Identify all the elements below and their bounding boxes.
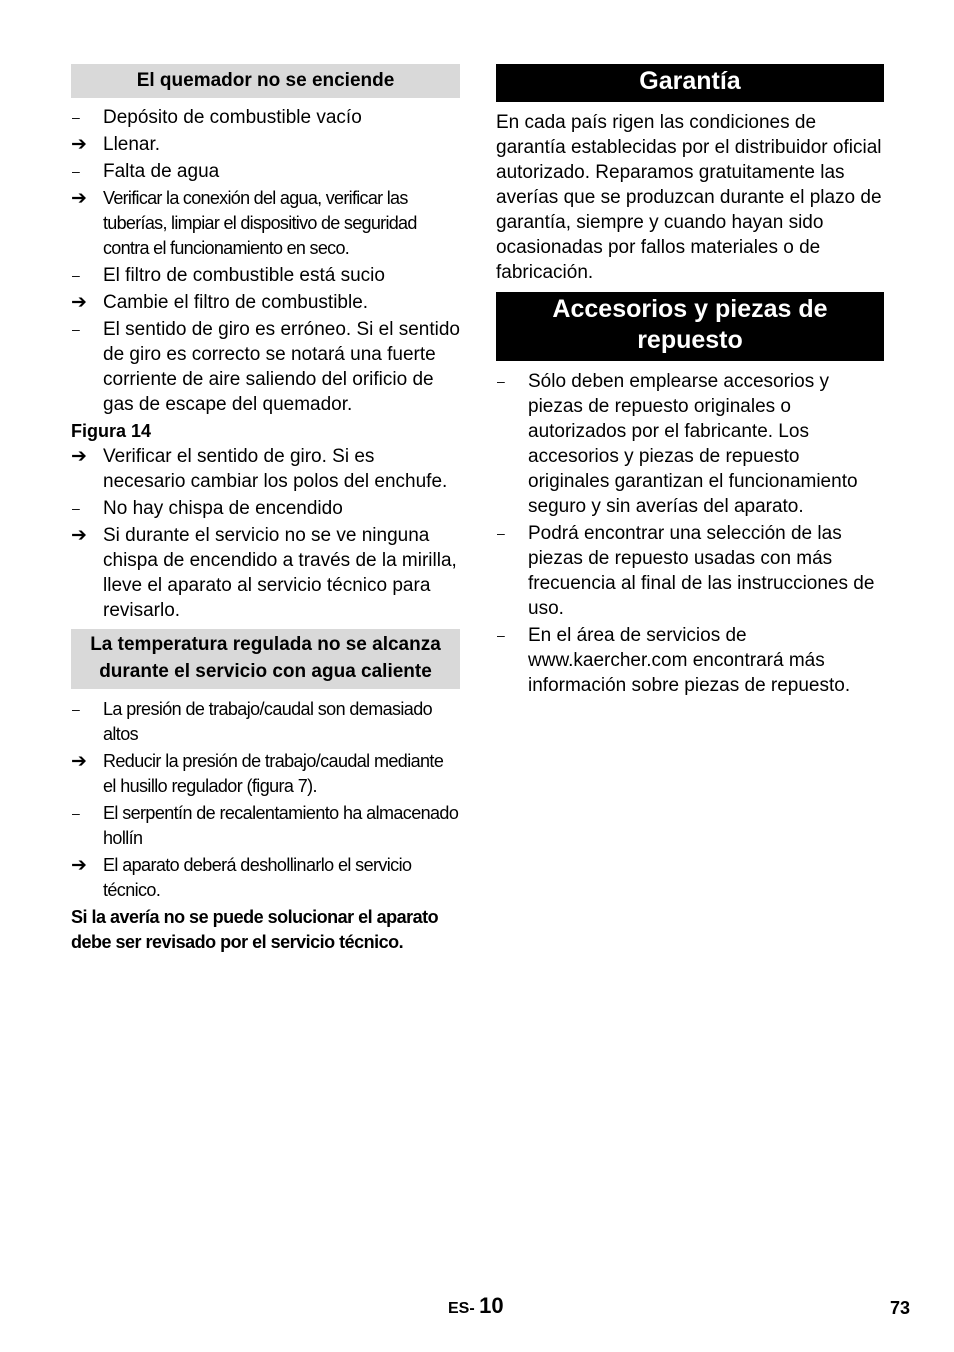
item-text: El aparato deberá deshollinarlo el servicio técnico. xyxy=(103,855,412,900)
temperature-list xyxy=(71,697,460,903)
section-page-code xyxy=(448,1293,504,1319)
list-item xyxy=(71,749,460,799)
left-column xyxy=(71,64,460,955)
figure-list xyxy=(71,444,460,623)
list-item xyxy=(71,853,460,903)
list-item xyxy=(71,496,460,521)
item-marker: – xyxy=(497,627,505,643)
item-text: Sólo deben emplearse accesorios y piezas de repuesto originales o autorizados por el fabricante. Los accesorios y piezas de repuesto originales garantizan el funcionamiento seguro y sin averías del aparato. xyxy=(528,371,858,517)
item-marker: ➔ xyxy=(71,188,87,209)
item-marker: – xyxy=(497,525,505,541)
item-marker: ➔ xyxy=(71,134,87,155)
list-item xyxy=(71,523,460,623)
item-text: El serpentín de recalentamiento ha almacenado hollín xyxy=(103,803,459,848)
item-text: Verificar el sentido de giro. Si es necesario cambiar los polos del enchufe. xyxy=(103,446,448,492)
item-text: Verificar la conexión del agua, verificar las tuberías, limpiar el dispositivo de seguridad contra el funcionamiento en seco. xyxy=(103,188,417,258)
warranty-text: En cada país rigen las condiciones de garantía establecidas por el distribuidor oficial autorizado. Reparamos gratuitamente las averías que se produzcan durante el plazo de garantía, siempre y cuando hayan sido ocasionadas por fallos materiales o de fabricación. xyxy=(496,112,882,283)
list-item xyxy=(71,105,460,130)
accessories-heading: Accesorios y piezas de repuesto xyxy=(496,292,884,361)
item-marker: – xyxy=(72,805,80,821)
temperature-heading: La temperatura regulada no se alcanza durante el servicio con agua caliente xyxy=(71,629,460,689)
item-text: Cambie el filtro de combustible. xyxy=(103,292,369,313)
item-marker: ➔ xyxy=(71,292,87,313)
list-item xyxy=(71,263,460,288)
item-text: El sentido de giro es erróneo. Si el sentido de giro es correcto se notará una fuerte corriente de aire saliendo del orificio de gas de escape del quemador. xyxy=(103,319,460,415)
list-item xyxy=(496,521,884,621)
item-text: Llenar. xyxy=(103,134,161,155)
item-text: El filtro de combustible está sucio xyxy=(103,265,385,286)
item-text: Reducir la presión de trabajo/caudal mediante el husillo regulador (figura 7). xyxy=(103,751,444,796)
list-item xyxy=(496,369,884,519)
item-marker: ➔ xyxy=(71,525,87,546)
item-text: Falta de agua xyxy=(103,161,220,182)
item-marker: – xyxy=(72,321,80,337)
right-column xyxy=(496,64,884,700)
item-marker: – xyxy=(497,373,505,389)
burner-list xyxy=(71,105,460,417)
final-note: Si la avería no se puede solucionar el aparato debe ser revisado por el servicio técnico. xyxy=(71,907,439,952)
item-marker: – xyxy=(72,267,80,283)
item-text: Si durante el servicio no se ve ninguna chispa de encendido a través de la mirilla, lleve el aparato al servicio técnico para revisarlo. xyxy=(103,525,457,621)
item-marker: ➔ xyxy=(71,446,87,467)
item-text: No hay chispa de encendido xyxy=(103,498,343,519)
item-marker: – xyxy=(72,500,80,516)
list-item xyxy=(71,697,460,747)
page-number: 73 xyxy=(890,1298,911,1318)
figure-label: Figura 14 xyxy=(71,421,152,441)
item-text: Podrá encontrar una selección de las piezas de repuesto usadas con más frecuencia al final de las instrucciones de uso. xyxy=(528,523,875,619)
list-item xyxy=(71,186,460,261)
list-item xyxy=(71,801,460,851)
accessories-list xyxy=(496,369,884,698)
item-text: En el área de servicios de www.kaercher.com encontrará más información sobre piezas de repuesto. xyxy=(528,625,851,696)
list-item xyxy=(71,132,460,157)
item-marker: – xyxy=(72,109,80,125)
section-page-number: 10 xyxy=(479,1293,504,1318)
list-item xyxy=(71,444,460,494)
item-marker: ➔ xyxy=(71,751,87,772)
item-text: Depósito de combustible vacío xyxy=(103,107,362,128)
item-marker: – xyxy=(72,163,80,179)
item-marker: – xyxy=(72,701,80,717)
item-marker: ➔ xyxy=(71,855,87,876)
list-item xyxy=(496,623,884,698)
item-text: La presión de trabajo/caudal son demasiado altos xyxy=(103,699,433,744)
list-item xyxy=(71,290,460,315)
warranty-heading: Garantía xyxy=(496,64,884,102)
list-item xyxy=(71,317,460,417)
language-code: ES- xyxy=(448,1300,475,1317)
list-item xyxy=(71,159,460,184)
burner-heading: El quemador no se enciende xyxy=(71,64,460,98)
